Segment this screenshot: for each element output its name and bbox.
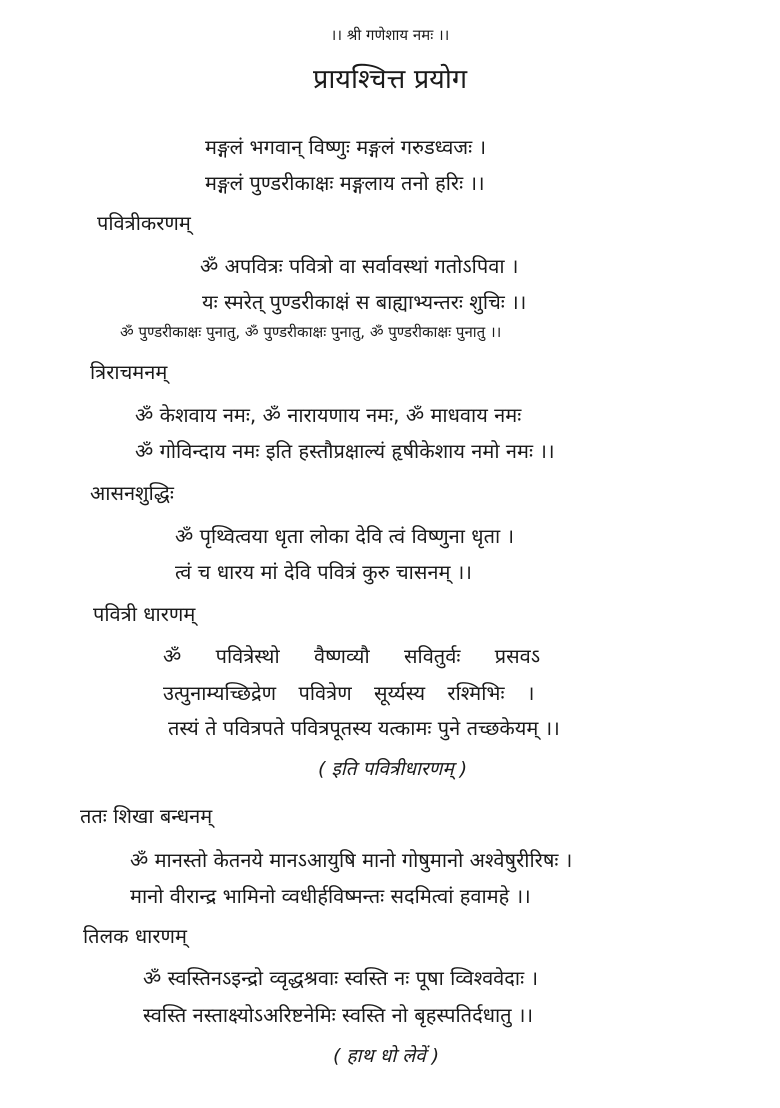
tilak-dharanam-line-1: ॐ स्वस्तिनऽइन्द्रो व्वृद्धश्रवाः स्वस्ति नः पूषा व्विश्ववेदाः । (143, 966, 539, 990)
asanashuddhi-line-1: ॐ पृथ्वित्वया धृता लोका देवि त्वं विष्णुना धृता । (175, 524, 515, 548)
section-heading-tilak-dharanam: तिलक धारणम् (83, 924, 187, 948)
section-heading-asanashuddhi: आसनशुद्धिः (90, 481, 174, 505)
trirachamanam-line-1: ॐ केशवाय नमः, ॐ नारायणाय नमः, ॐ माधवाय नमः (135, 403, 522, 427)
pavitri-dharanam-line-2: उत्पुनाम्यच्छिद्रेण पवित्रेण सूर्य्यस्य रश्मिभिः । (163, 681, 535, 705)
pavitri-dharanam-note: ( इति पवित्रीधारणम् ) (318, 758, 468, 780)
pavitri-dharanam-line-3: तस्यं ते पवित्रपते पवित्रपूतस्य यत्कामः पुने तच्छकेयम् ।। (168, 716, 560, 740)
section-heading-pavitri-dharanam: पवित्री धारणम् (93, 602, 196, 626)
shikha-bandhanam-line-1: ॐ मानस्तो केतनये मानऽआयुषि मानो गोषुमानो अश्वेषुरीरिषः । (130, 848, 573, 872)
trirachamanam-line-2: ॐ गोविन्दाय नमः इति हस्तौप्रक्षाल्यं हृषीकेशाय नमो नमः ।। (135, 439, 555, 463)
section-heading-trirachamanam: त्रिराचमनम् (90, 360, 168, 384)
section-heading-pavitrikaranam: पवित्रीकरणम् (97, 211, 191, 235)
section-heading-shikha-bandhanam: ततः शिखा बन्धनम् (80, 804, 213, 828)
pavitri-dharanam-line-1: ॐ पवित्रेस्थो वैष्णव्यौ सवितुर्वः प्रसवऽ (163, 644, 541, 668)
mangalam-line-1: मङ्गलं भगवान् विष्णुः मङ्गलं गरुडध्वजः । (205, 135, 487, 159)
tilak-dharanam-note: ( हाथ धो लेवें ) (333, 1045, 440, 1067)
tilak-dharanam-line-2: स्वस्ति नस्ताक्ष्योऽअरिष्टनेमिः स्वस्ति नो बृहस्पतिर्दधातु ।। (143, 1003, 534, 1027)
pavitrikaranam-line-2: यः स्मरेत् पुण्डरीकाक्षं स बाह्याभ्यन्तरः शुचिः ।। (202, 290, 527, 314)
asanashuddhi-line-2: त्वं च धारय मां देवि पवित्रं कुरु चासनम् ।। (175, 560, 472, 584)
page-title: प्रायश्चित्त प्रयोग (312, 64, 468, 95)
invocation: ।। श्री गणेशाय नमः ।। (330, 26, 450, 44)
shikha-bandhanam-line-2: मानो वीरान्द्र भामिनो व्वधीर्हविष्मन्तः सदमित्वां हवामहे ।। (130, 884, 531, 908)
pavitrikaranam-line-1: ॐ अपवित्रः पवित्रो वा सर्वावस्थां गतोऽपिवा । (200, 254, 519, 278)
mangalam-line-2: मङ्गलं पुण्डरीकाक्षः मङ्गलाय तनो हरिः ।। (205, 171, 485, 195)
pavitrikaranam-line-3: ॐ पुण्डरीकाक्षः पुनातु, ॐ पुण्डरीकाक्षः पुनातु, ॐ पुण्डरीकाक्षः पुनातु ।। (120, 323, 502, 341)
